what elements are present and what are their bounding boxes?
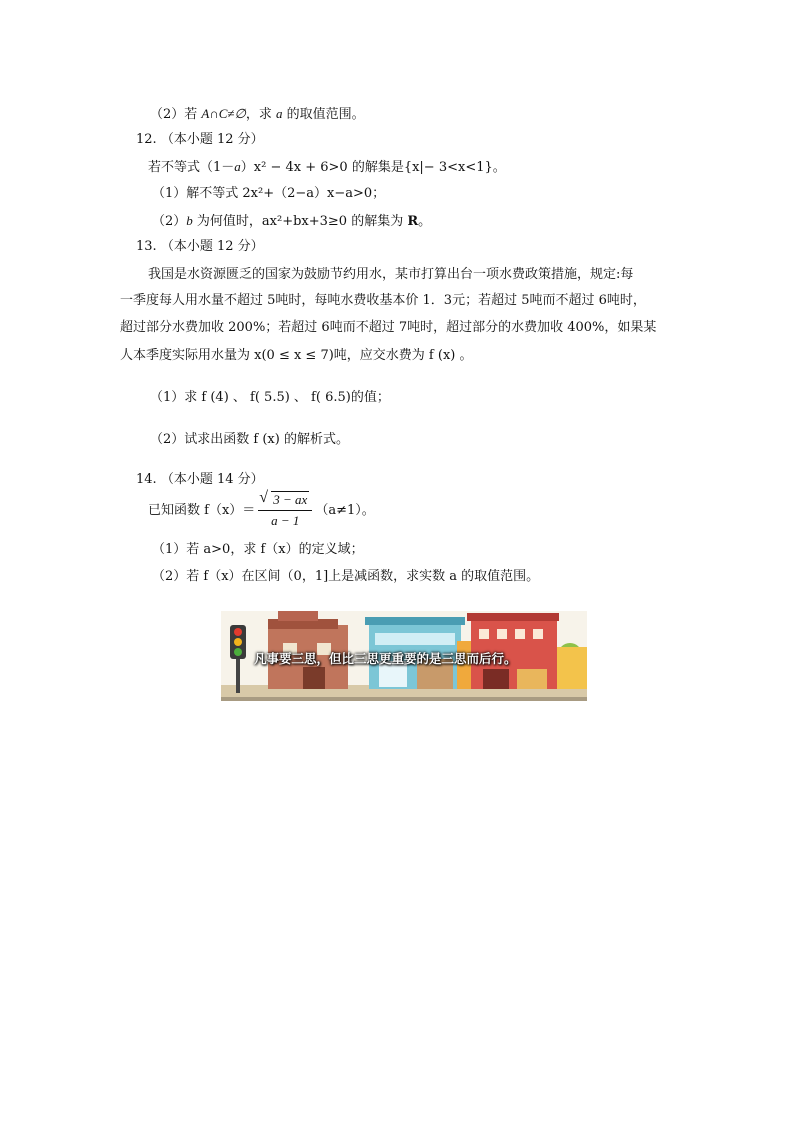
q14-fraction [258,490,312,531]
q12-part2 [152,211,431,232]
q12-stem [148,157,506,178]
q11-part2-expr: A∩C≠∅ [201,106,246,121]
q12-part2-R: R [407,214,419,229]
q14-frac-numerator [258,490,312,511]
q12-stem-var: a [234,159,241,174]
q12-stem-c: x² − 4x + 6>0 的解集是{x|− 3<x<1}。 [253,160,506,175]
q14-part1: （1）若 a>0，求 f（x）的定义域； [152,542,364,557]
q12-part2-end: 。 [418,214,432,229]
q13-line1: 我国是水资源匮乏的国家为鼓励节约用水，某市打算出台一项水费政策措施，规定:每 [148,267,634,282]
q12-stem-a: 若不等式（1－ [148,160,235,175]
q13-line2: 一季度每人用水量不超过 5吨时，每吨水费收基本价 1．3元；若超过 5吨而不超过 6吨时， [120,293,646,308]
q14-number: 14. [136,472,157,487]
q14-stem [148,490,375,532]
q11-part2 [150,104,365,125]
q12-header [136,130,264,150]
q13-part1: （1）求 f (4) 、 f( 5.5) 、 f( 6.5)的值； [150,390,390,405]
banner-caption: 凡事要三思，但比三思更重要的是三思而后行。 [254,651,517,666]
sqrt-symbol [261,490,309,510]
q12-part2-c: 为何值时，ax²+bx+3≥0 的解集为 [192,214,408,229]
q14-part2: （2）若 f（x）在区间（0，1]上是减函数，求实数 a 的取值范围。 [152,569,540,584]
q14-header [136,470,264,490]
q14-stem-a: 已知函数 f（x）＝ [148,503,256,518]
q14-radicand: 3 − ax [273,492,308,507]
q11-part2-var: a [276,106,283,121]
q12-part1: （1）解不等式 2x²+（2−a）x−a>0； [152,186,386,201]
q11-part2-tail: 的取值范围。 [282,107,365,122]
q11-part2-suffix: ，求 [245,107,277,122]
q12-score: （本小题 12 分） [160,132,264,147]
q14-frac-denominator: a − 1 [271,513,300,528]
q11-part2-prefix: （2）若 [150,107,202,122]
q13-score: （本小题 12 分） [160,239,264,254]
q14-stem-b: （a≠1）。 [315,503,375,518]
q13-line3: 超过部分水费加收 200%；若超过 6吨而不超过 7吨时，超过部分的水费加收 400%，如果某 [120,320,657,335]
q14-score: （本小题 14 分） [160,472,264,487]
q12-part2-a: （2） [152,214,187,229]
q13-part2: （2）试求出函数 f (x) 的解析式。 [150,432,349,447]
q12-number: 12. [136,132,157,147]
q13-number: 13. [136,239,157,254]
q12-stem-b: ） [240,160,254,175]
q13-header [136,237,264,257]
q13-line4: 人本季度实际用水量为 x(0 ≤ x ≤ 7)吨，应交水费为 f (x) 。 [120,348,473,363]
q12-part2-b: b [186,213,193,228]
